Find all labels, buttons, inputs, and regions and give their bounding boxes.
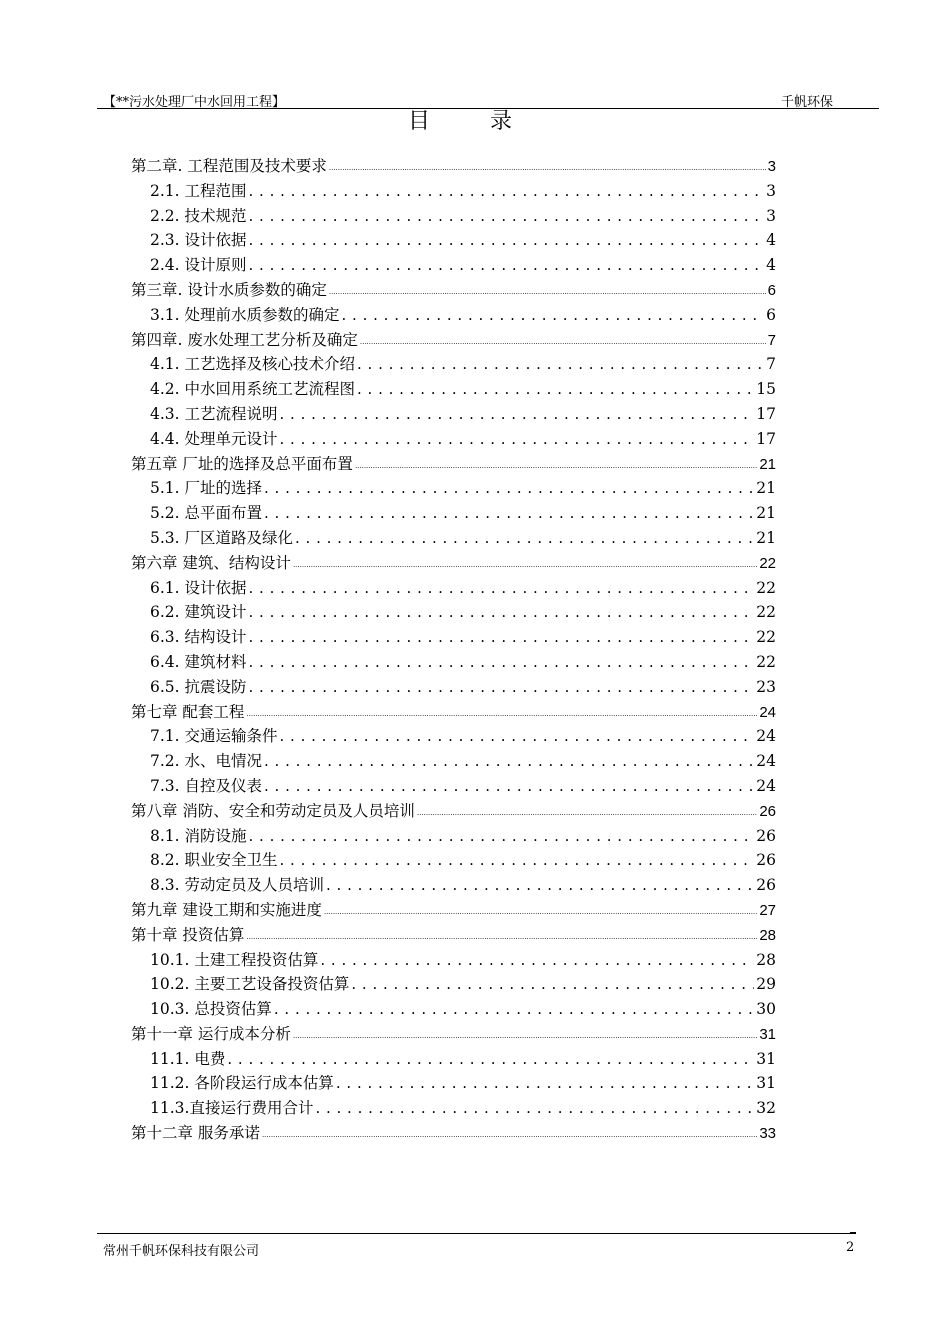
toc-dot-leader	[280, 430, 755, 448]
toc-section-entry[interactable]	[131, 972, 776, 997]
toc-section-entry[interactable]	[131, 253, 776, 278]
toc-entry-page: 22	[759, 554, 776, 572]
toc-section-entry[interactable]	[131, 476, 776, 501]
toc-dot-leader	[417, 806, 757, 816]
toc-entry-page: 26	[756, 826, 776, 845]
toc-chapter-entry[interactable]	[131, 278, 776, 303]
toc-entry-label: 5.1. 厂址的选择	[150, 479, 263, 498]
toc-entry-label: 6.1. 设计依据	[150, 578, 247, 597]
toc-entry-label: 第三章. 设计水质参数的确定	[131, 280, 327, 299]
toc-entry-page: 29	[756, 975, 776, 994]
toc-section-entry[interactable]	[131, 377, 776, 402]
toc-title: 目录	[407, 109, 572, 134]
toc-entry-label: 4.1. 工艺选择及核心技术介绍	[150, 355, 356, 374]
toc-entry-label: 11.1. 电费	[150, 1049, 226, 1068]
toc-entry-page: 7	[766, 355, 776, 374]
toc-section-entry[interactable]	[131, 352, 776, 377]
toc-entry-page: 22	[756, 578, 776, 597]
toc-entry-label: 5.3. 厂区道路及绿化	[150, 528, 294, 547]
toc-dot-leader	[227, 1050, 754, 1068]
toc-entry-page: 31	[756, 1049, 776, 1068]
toc-dot-leader	[264, 777, 754, 795]
toc-entry-page: 21	[759, 455, 776, 473]
toc-entry-page: 4	[766, 231, 776, 250]
toc-dot-leader	[320, 951, 754, 969]
toc-entry-page: 23	[756, 677, 776, 696]
toc-entry-page: 21	[756, 479, 776, 498]
toc-chapter-entry[interactable]	[131, 700, 776, 725]
toc-entry-page: 3	[766, 206, 776, 225]
toc-entry-page: 15	[756, 380, 776, 399]
toc-entry-page: 3	[767, 158, 776, 175]
toc-dot-leader	[336, 1074, 754, 1092]
toc-section-entry[interactable]	[131, 774, 776, 799]
table-of-contents	[131, 154, 776, 1146]
toc-entry-label: 4.4. 处理单元设计	[150, 429, 278, 448]
toc-dot-leader	[249, 207, 765, 225]
toc-entry-label: 8.2. 职业安全卫生	[150, 851, 278, 870]
toc-section-entry[interactable]	[131, 501, 776, 526]
toc-dot-leader	[246, 707, 757, 717]
toc-dot-leader	[246, 930, 757, 940]
footer-company: 常州千帆环保科技有限公司	[103, 1244, 260, 1259]
toc-entry-page: 24	[756, 776, 776, 795]
toc-entry-label: 8.3. 劳动定员及人员培训	[150, 876, 325, 895]
toc-entry-label: 3.1. 处理前水质参数的确定	[150, 305, 340, 324]
toc-entry-page: 17	[756, 429, 776, 448]
toc-entry-label: 11.3.直接运行费用合计	[150, 1099, 314, 1118]
toc-entry-label: 6.4. 建筑材料	[150, 652, 247, 671]
toc-dot-leader	[357, 355, 764, 373]
toc-section-entry[interactable]	[131, 1071, 776, 1096]
toc-dot-leader	[249, 182, 765, 200]
toc-entry-page: 24	[756, 752, 776, 771]
toc-entry-page: 3	[766, 181, 776, 200]
toc-dot-leader	[315, 1099, 754, 1117]
toc-dot-leader	[329, 285, 766, 295]
toc-entry-label: 10.2. 主要工艺设备投资估算	[150, 975, 350, 994]
toc-section-entry[interactable]	[131, 600, 776, 625]
toc-chapter-entry[interactable]	[131, 452, 776, 477]
toc-section-entry[interactable]	[131, 675, 776, 700]
toc-entry-label: 2.3. 设计依据	[150, 231, 247, 250]
toc-entry-page: 22	[756, 652, 776, 671]
toc-section-entry[interactable]	[131, 625, 776, 650]
toc-entry-page: 26	[756, 851, 776, 870]
toc-entry-label: 第十一章 运行成本分析	[131, 1024, 291, 1043]
toc-chapter-entry[interactable]	[131, 923, 776, 948]
toc-entry-page: 33	[759, 1125, 776, 1143]
toc-entry-page: 32	[756, 1099, 776, 1118]
toc-section-entry[interactable]	[131, 576, 776, 601]
toc-chapter-entry[interactable]	[131, 154, 776, 179]
toc-dot-leader	[264, 752, 754, 770]
toc-entry-label: 2.2. 技术规范	[150, 206, 247, 225]
toc-entry-page: 22	[756, 603, 776, 622]
toc-entry-label: 6.3. 结构设计	[150, 628, 247, 647]
toc-dot-leader	[357, 380, 754, 398]
toc-entry-page: 6	[766, 305, 776, 324]
toc-dot-leader	[249, 603, 755, 621]
toc-dot-leader	[329, 161, 766, 171]
toc-entry-label: 7.1. 交通运输条件	[150, 727, 278, 746]
toc-entry-label: 7.3. 自控及仪表	[150, 776, 263, 795]
toc-section-entry[interactable]	[131, 1096, 776, 1121]
toc-section-entry[interactable]	[131, 204, 776, 229]
toc-entry-page: 21	[756, 528, 776, 547]
toc-dot-leader	[249, 256, 765, 274]
footer-tick	[850, 1232, 856, 1234]
toc-entry-label: 11.2. 各阶段运行成本估算	[150, 1074, 334, 1093]
toc-dot-leader	[274, 1000, 754, 1018]
toc-entry-label: 第七章 配套工程	[131, 702, 245, 721]
toc-dot-leader	[280, 851, 755, 869]
toc-entry-page: 21	[756, 504, 776, 523]
toc-section-entry[interactable]	[131, 824, 776, 849]
footer-divider	[97, 1233, 850, 1234]
toc-dot-leader	[249, 827, 755, 845]
toc-entry-label: 4.2. 中水回用系统工艺流程图	[150, 380, 356, 399]
toc-entry-label: 第四章. 废水处理工艺分析及确定	[131, 330, 358, 349]
toc-dot-leader	[355, 459, 757, 469]
toc-chapter-entry[interactable]	[131, 799, 776, 824]
toc-section-entry[interactable]	[131, 1047, 776, 1072]
toc-entry-page: 17	[756, 404, 776, 423]
toc-dot-leader	[249, 231, 765, 249]
toc-dot-leader	[293, 558, 757, 568]
toc-entry-label: 2.4. 设计原则	[150, 256, 247, 275]
toc-dot-leader	[249, 653, 755, 671]
toc-entry-page: 6	[767, 281, 776, 299]
toc-chapter-entry[interactable]	[131, 551, 776, 576]
toc-section-entry[interactable]	[131, 650, 776, 675]
toc-dot-leader	[264, 479, 754, 497]
toc-section-entry[interactable]	[131, 873, 776, 898]
toc-dot-leader	[249, 579, 755, 597]
toc-entry-label: 6.2. 建筑设计	[150, 603, 247, 622]
toc-dot-leader	[249, 678, 755, 696]
toc-section-entry[interactable]	[131, 997, 776, 1022]
toc-entry-label: 2.1. 工程范围	[150, 181, 247, 200]
toc-entry-label: 第十章 投资估算	[131, 925, 245, 944]
toc-dot-leader	[324, 905, 757, 915]
toc-dot-leader	[262, 1128, 757, 1138]
toc-entry-label: 第五章 厂址的选择及总平面布置	[131, 454, 353, 473]
toc-entry-page: 24	[759, 703, 776, 721]
toc-section-entry[interactable]	[131, 228, 776, 253]
toc-entry-page: 4	[766, 256, 776, 275]
toc-dot-leader	[326, 876, 754, 894]
toc-entry-page: 31	[756, 1074, 776, 1093]
toc-section-entry[interactable]	[131, 427, 776, 452]
toc-entry-page: 27	[759, 901, 776, 919]
toc-entry-page: 7	[767, 331, 776, 349]
footer-page-number: 2	[846, 1240, 855, 1255]
toc-dot-leader	[249, 628, 755, 646]
toc-section-entry[interactable]	[131, 526, 776, 551]
toc-entry-label: 5.2. 总平面布置	[150, 504, 263, 523]
toc-chapter-entry[interactable]	[131, 1022, 776, 1047]
toc-entry-page: 26	[756, 876, 776, 895]
toc-entry-page: 28	[759, 926, 776, 944]
toc-chapter-entry[interactable]	[131, 1121, 776, 1146]
toc-chapter-entry[interactable]	[131, 898, 776, 923]
toc-entry-label: 第八章 消防、安全和劳动定员及人员培训	[131, 801, 415, 820]
toc-dot-leader	[280, 405, 755, 423]
toc-dot-leader	[351, 975, 754, 993]
toc-entry-page: 30	[756, 1000, 776, 1019]
toc-entry-label: 第十二章 服务承诺	[131, 1124, 260, 1143]
toc-dot-leader	[293, 1029, 757, 1039]
toc-entry-page: 28	[756, 950, 776, 969]
toc-dot-leader	[264, 504, 754, 522]
toc-entry-page: 24	[756, 727, 776, 746]
toc-section-entry[interactable]	[131, 303, 776, 328]
toc-entry-label: 6.5. 抗震设防	[150, 677, 247, 696]
toc-entry-page: 26	[759, 802, 776, 820]
toc-section-entry[interactable]	[131, 402, 776, 427]
toc-section-entry[interactable]	[131, 948, 776, 973]
toc-section-entry[interactable]	[131, 749, 776, 774]
toc-dot-leader	[295, 529, 754, 547]
toc-section-entry[interactable]	[131, 724, 776, 749]
toc-entry-label: 7.2. 水、电情况	[150, 752, 263, 771]
toc-entry-label: 4.3. 工艺流程说明	[150, 404, 278, 423]
toc-dot-leader	[360, 335, 766, 345]
toc-entry-page: 31	[759, 1025, 776, 1043]
header-brand: 千帆环保	[780, 95, 833, 110]
toc-entry-label: 10.1. 土建工程投资估算	[150, 950, 319, 969]
toc-entry-label: 第九章 建设工期和实施进度	[131, 900, 322, 919]
toc-entry-label: 第六章 建筑、结构设计	[131, 553, 291, 572]
toc-entry-label: 第二章. 工程范围及技术要求	[131, 157, 327, 175]
header-project-title: 【**污水处理厂中水回用工程】	[103, 95, 286, 110]
toc-chapter-entry[interactable]	[131, 328, 776, 353]
toc-entry-label: 10.3. 总投资估算	[150, 1000, 272, 1019]
toc-entry-label: 8.1. 消防设施	[150, 826, 247, 845]
toc-section-entry[interactable]	[131, 179, 776, 204]
toc-section-entry[interactable]	[131, 848, 776, 873]
toc-dot-leader	[342, 306, 765, 324]
toc-dot-leader	[280, 727, 755, 745]
toc-entry-page: 22	[756, 628, 776, 647]
